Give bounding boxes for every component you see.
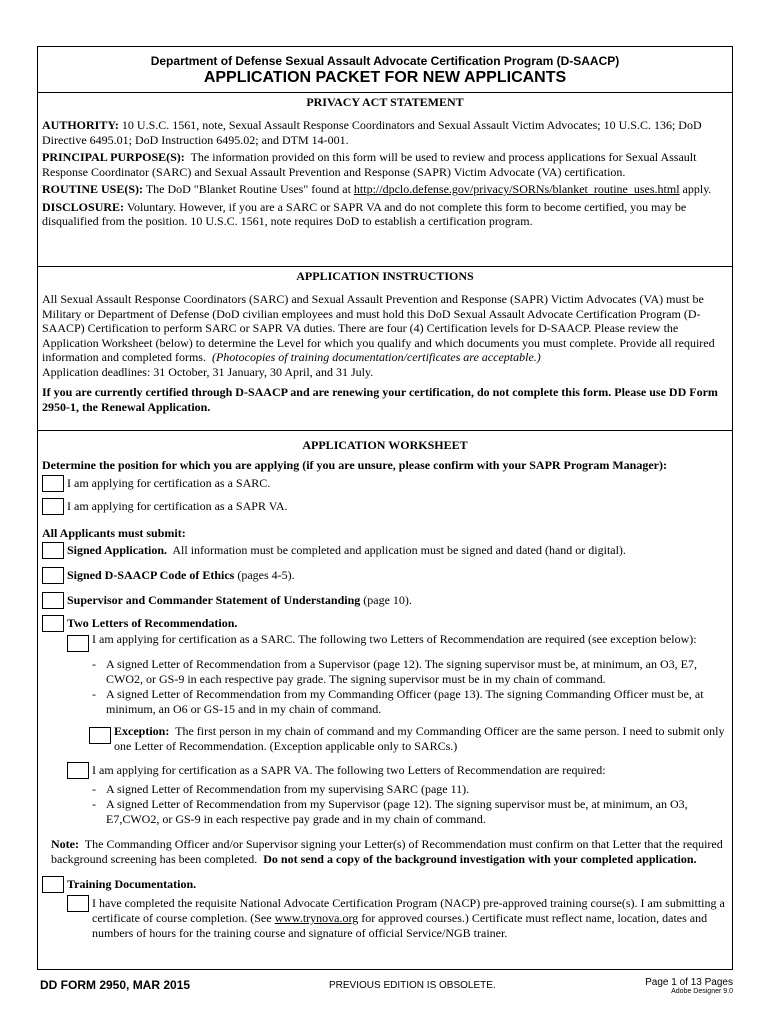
- sarc-position-checkbox[interactable]: [42, 475, 64, 492]
- form-number: DD FORM 2950, MAR 2015: [40, 978, 191, 992]
- purpose-paragraph: PRINCIPAL PURPOSE(S): The information provided on this form will be used to review and process applications for Sexual Assault Response Coordinator (SARC) and Sexual Assault Prevention and Response (SAPR) Victim Advocate (VA) certification.: [42, 150, 697, 179]
- previous-edition-notice: PREVIOUS EDITION IS OBSOLETE.: [329, 980, 496, 991]
- page-title: APPLICATION PACKET FOR NEW APPLICANTS: [203, 69, 567, 86]
- exception-checkbox[interactable]: [89, 727, 111, 744]
- privacy-act-section: [38, 95, 732, 267]
- form-footer: [37, 975, 737, 1005]
- signed-application-checkbox[interactable]: [42, 542, 64, 559]
- va-letters-checkbox[interactable]: [67, 762, 89, 779]
- option-sarc: I am applying for certification as a SARC.: [42, 476, 728, 492]
- signed-application-item: Signed Application. All information must be completed and application must be signed and dated (hand or digital).: [42, 543, 728, 559]
- form-header: [38, 47, 732, 93]
- department-line: Department of Defense Sexual Assault Advocate Certification Program (D-SAACP): [150, 54, 620, 68]
- code-of-ethics-checkbox[interactable]: [42, 567, 64, 584]
- background-screening-note: Note: The Commanding Officer and/or Supervisor signing your Letter(s) of Recommendation must confirm on that Letter that the required background screening has been completed. Do not send a copy of the background investigation with your completed application.: [51, 837, 723, 866]
- list-item: - A signed Letter of Recommendation from my Supervisor (page 12). The signing supervisor must be, at minimum, an O3, E7,CWO2, or GS-9 in each respective pay grade and in my chain of command.: [92, 797, 688, 826]
- sarc-letters-checkbox[interactable]: [67, 635, 89, 652]
- deadlines-text: Application deadlines: 31 October, 31 January, 30 April, and 31 July.: [42, 364, 374, 379]
- training-certificate-item: I have completed the requisite National Advocate Certification Program (NACP) pre-approved training course(s). I am submitting a certificate of course completion. (See www.trynova.org for approved courses.) Certificate must reflect name, location, dates and numbers of hours for the training course and signature of official Service/NGB trainer.: [67, 896, 728, 941]
- page-indicator: [645, 977, 733, 996]
- va-position-checkbox[interactable]: [42, 498, 64, 515]
- disclosure-paragraph: DISCLOSURE: Voluntary. However, if you are a SARC or SAPR VA and do not complete this form to become certified, you may be disqualified from the position. 10 U.S.C. 1561, note requires DoD to establish a certification program.: [42, 199, 687, 228]
- list-item: - A signed Letter of Recommendation from my supervising SARC (page 11).: [92, 782, 470, 796]
- list-item: - A signed Letter of Recommendation from my Commanding Officer (page 13). The signing Commanding Officer must be, at minimum, an O6 or GS-15 and in my chain of command.: [92, 687, 704, 716]
- training-certificate-checkbox[interactable]: [67, 895, 89, 912]
- statement-of-understanding-item: Supervisor and Commander Statement of Understanding (page 10).: [42, 593, 728, 609]
- code-of-ethics-item: Signed D-SAACP Code of Ethics (pages 4-5).: [42, 568, 728, 584]
- worksheet-title: APPLICATION WORKSHEET: [302, 438, 468, 452]
- routine-use-paragraph: ROUTINE USE(S): The DoD "Blanket Routine Uses" found at http://dpclo.defense.gov/privacy/SORNs/blanket_routine_uses.html apply.: [42, 182, 712, 196]
- all-applicants-heading: All Applicants must submit:: [42, 525, 186, 540]
- statement-of-understanding-checkbox[interactable]: [42, 592, 64, 609]
- renewal-note: If you are currently certified through D-SAACP and are renewing your certification, do not complete this form. Please use DD Form 2950-1, the Renewal Application.: [42, 385, 718, 414]
- instructions-title: APPLICATION INSTRUCTIONS: [296, 269, 474, 283]
- option-va: I am applying for certification as a SAPR VA.: [42, 499, 728, 515]
- instructions-paragraph: All Sexual Assault Response Coordinators (SARC) and Sexual Assault Prevention and Response (SAPR) Victim Advocates (VA) must be Military or Department of Defense (DoD civilian employees and must hold this DoD Sexual Assault Advocate Certification Program (D-SAACP) Certification to perform SARC or SAPR VA duties. There are four (4) Certification levels for D-SAACP. Please review the Application Worksheet (below) to determine the Level for which you qualify and which documents you must complete. Provide all required information and completed forms. (Photocopies of training documentation/certificates are acceptable.): [42, 292, 715, 364]
- training-documentation-checkbox[interactable]: [42, 876, 64, 893]
- va-letters-item: I am applying for certification as a SAPR VA. The following two Letters of Recommendation are required:: [67, 763, 728, 779]
- privacy-title: PRIVACY ACT STATEMENT: [306, 95, 464, 109]
- page-number: Page 1 of 13 Pages: [645, 977, 733, 988]
- form-frame: [37, 46, 733, 970]
- sarc-letters-item: I am applying for certification as a SARC. The following two Letters of Recommendation are required (see exception below):: [67, 632, 728, 652]
- letters-of-recommendation-item: Two Letters of Recommendation.: [42, 616, 728, 632]
- designer-version: Adobe Designer 9.0: [671, 988, 733, 995]
- worksheet-section: [38, 438, 732, 941]
- routine-uses-link[interactable]: http://dpclo.defense.gov/privacy/SORNs/blanket_routine_uses.html: [353, 182, 680, 196]
- instructions-section: [38, 269, 732, 431]
- exception-item: Exception: The first person in my chain of command and my Commanding Officer are the same person. I need to submit only one Letter of Recommendation. (Exception applicable only to SARCs.): [89, 724, 728, 754]
- determine-position-text: Determine the position for which you are applying (if you are unsure, please confirm with your SAPR Program Manager):: [42, 458, 667, 472]
- training-documentation-item: Training Documentation.: [42, 877, 728, 893]
- va-letters-list: [92, 782, 728, 827]
- authority-paragraph: AUTHORITY: 10 U.S.C. 1561, note, Sexual Assault Response Coordinators and Sexual Assault Victim Advocates; 10 U.S.C. 136; DoD Directive 6495.01; DoD Instruction 6495.02; and DTM 14-001.: [42, 118, 702, 147]
- sarc-letters-list: [92, 657, 728, 717]
- trynova-link[interactable]: www.trynova.org: [274, 911, 359, 925]
- letters-checkbox[interactable]: [42, 615, 64, 632]
- list-item: - A signed Letter of Recommendation from a Supervisor (page 12). The signing supervisor must be, at minimum, an O3, E7, CWO2, or GS-9 in each respective pay grade. The signing supervisor must be in my chain of command.: [92, 657, 697, 686]
